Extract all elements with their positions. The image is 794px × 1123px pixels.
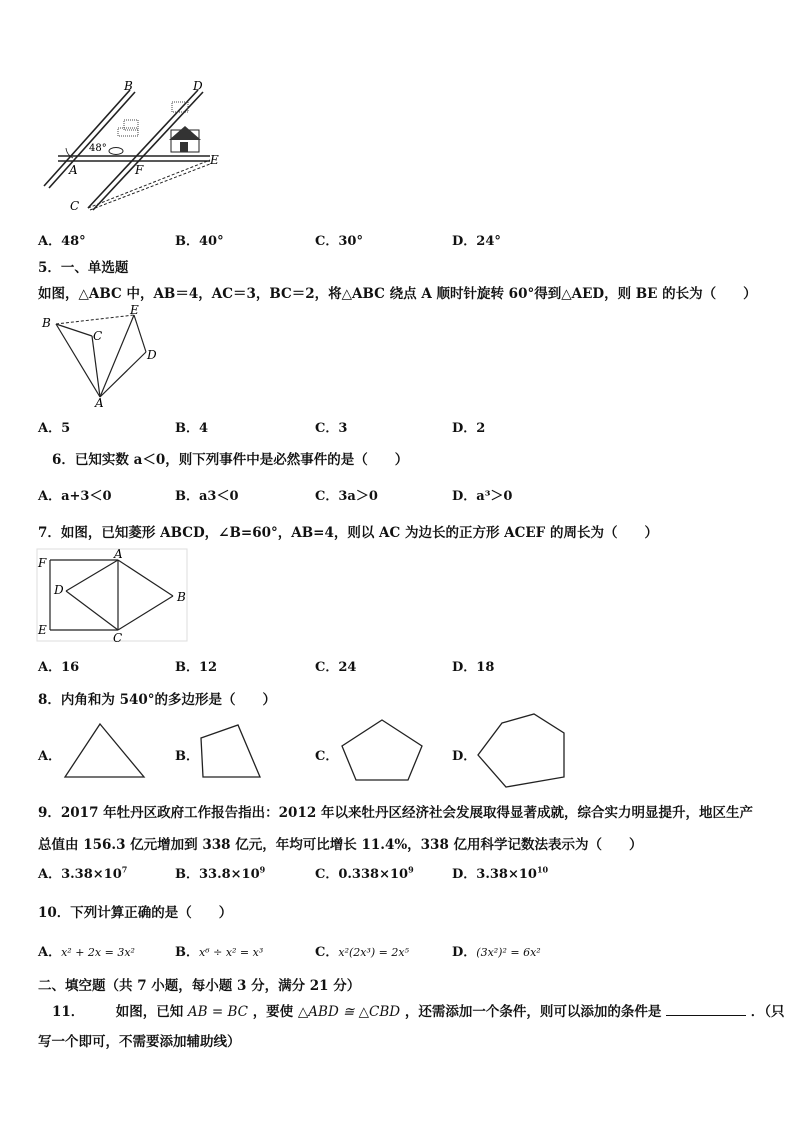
hexagon-shape	[474, 711, 570, 793]
q9-option-b[interactable]: B．$33.8\times 10^9$	[175, 864, 266, 882]
q7-option-a[interactable]: A．16	[38, 660, 80, 675]
q5-section-title: 5．一、单选题	[38, 260, 129, 276]
q8-option-b[interactable]: B．	[175, 749, 199, 764]
q7-figure	[36, 548, 190, 644]
q8-option-d[interactable]: D．	[452, 749, 477, 764]
quadrilateral-shape	[196, 720, 266, 782]
label-e: E	[38, 623, 47, 637]
q8-stem: 8．内角和为 540°的多边形是（ ）	[38, 692, 277, 708]
q5-option-b[interactable]: B．4	[175, 421, 209, 436]
q7-stem: 7．如图，已知菱形 ABCD，∠B=60°，AB=4，则以 AC 为边长的正方形 ACEF 的周长为（ ）	[38, 525, 658, 541]
label-c: C	[93, 329, 103, 343]
q10-option-c[interactable]: C．x²(2x³) = 2x⁵	[315, 945, 409, 960]
answer-blank[interactable]	[666, 1001, 746, 1016]
q6-option-b[interactable]: B．a3＜0	[175, 489, 239, 504]
q11-stem-line2: 写一个即可，不需要添加辅助线）	[38, 1034, 241, 1050]
q4-figure	[38, 78, 228, 218]
q9-option-d[interactable]: D．$3.38\times 10^{10}$	[452, 864, 549, 882]
q10-option-b[interactable]: B．x⁶ ÷ x² = x³	[175, 945, 264, 960]
label-a: A	[114, 548, 123, 561]
q8-option-a[interactable]: A．	[38, 749, 62, 764]
q6-option-c[interactable]: C．3a＞0	[315, 489, 378, 504]
angle-label: 48°	[89, 143, 107, 154]
building-icon	[118, 120, 138, 136]
q6-option-d[interactable]: D．a³＞0	[452, 489, 513, 504]
label-e: E	[210, 153, 219, 167]
q4-option-d[interactable]: D．24°	[452, 234, 501, 249]
label-d: D	[54, 583, 64, 597]
q5-figure	[36, 304, 162, 408]
q10-stem: 10．下列计算正确的是（ ）	[38, 905, 233, 921]
q4-option-b[interactable]: B．40°	[175, 234, 224, 249]
q7-option-c[interactable]: C．24	[315, 660, 357, 675]
q9-option-c[interactable]: C．$0.338\times 10^9$	[315, 864, 414, 882]
label-a: A	[69, 163, 78, 177]
q11-stem: 11． 如图，已知 AB = BC ，要使 △ABD ≅ △CBD ，还需添加一个条件，则可以添加的条件是 ．（只	[52, 1000, 784, 1020]
q4-option-a[interactable]: A．48°	[38, 234, 86, 249]
q9-option-a[interactable]: A．$3.38\times 10^7$	[38, 864, 128, 882]
label-f: F	[38, 556, 47, 570]
q4-option-c[interactable]: C．30°	[315, 234, 363, 249]
q8-option-c[interactable]: C．	[315, 749, 339, 764]
q5-stem: 如图，△ABC 中，AB＝4，AC＝3，BC＝2，将△ABC 绕点 A 顺时针旋转 60°得到△AED，则 BE 的长为（ ）	[38, 286, 757, 302]
label-a: A	[95, 396, 104, 408]
section-heading: 二、填空题（共 7 小题，每小题 3 分，满分 21 分）	[38, 978, 361, 994]
q7-option-b[interactable]: B．12	[175, 660, 218, 675]
label-d: D	[147, 348, 157, 362]
label-e: E	[130, 304, 139, 317]
pentagon-shape	[338, 716, 428, 784]
car-icon	[109, 148, 123, 155]
q9-stem-line2: 总值由 156.3 亿元增加到 338 亿元，年均可比增长 11.4%，338 亿用科学记数法表示为（ ）	[38, 837, 643, 853]
q5-option-c[interactable]: C．3	[315, 421, 348, 436]
label-b: B	[177, 590, 186, 604]
label-b: B	[42, 316, 51, 330]
label-c: C	[113, 631, 123, 644]
label-c: C	[70, 199, 80, 213]
label-b: B	[124, 79, 133, 93]
q5-option-d[interactable]: D．2	[452, 421, 486, 436]
q10-option-a[interactable]: A．x² + 2x = 3x²	[38, 945, 135, 960]
q7-option-d[interactable]: D．18	[452, 660, 495, 675]
label-f: F	[135, 163, 144, 177]
q5-option-a[interactable]: A．5	[38, 421, 71, 436]
q9-stem-line1: 9．2017 年牡丹区政府工作报告指出：2012 年以来牡丹区经济社会发展取得显著成就，综合实力明显提升，地区生产	[38, 805, 753, 821]
q10-option-d[interactable]: D．(3x²)² = 6x²	[452, 945, 541, 960]
triangle-shape	[60, 720, 150, 782]
label-d: D	[193, 79, 203, 93]
q6-option-a[interactable]: A．a+3＜0	[38, 489, 112, 504]
q6-stem: 6．已知实数 a＜0，则下列事件中是必然事件的是（ ）	[52, 452, 409, 468]
house-icon	[169, 126, 201, 152]
